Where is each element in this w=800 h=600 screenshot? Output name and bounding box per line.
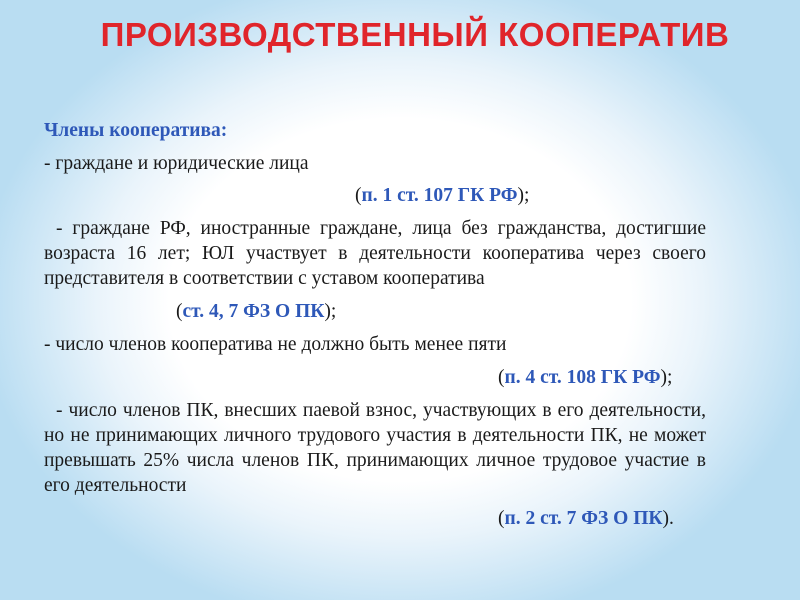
item-3-reference: (п. 4 ст. 108 ГК РФ); <box>498 367 673 388</box>
item-4-text: - число членов ПК, внесших паевой взнос, участвующих в его деятельности, но не принимающих личного трудового участия в деятельности ПК, не может превышать 25% числа членов ПК, принимающих личное трудовое участие в его деятельности <box>44 400 706 496</box>
item-2-text: - граждане РФ, иностранные граждане, лица без гражданства, достигшие возраста 16 лет; ЮЛ участвует в деятельности кооператива через своего представителя в соответствии с уставом кооператива <box>44 218 706 289</box>
item-1-text: - граждане и юридические лица <box>44 153 309 174</box>
item-3-text: - число членов кооператива не должно быть менее пяти <box>44 334 507 355</box>
item-4-reference: (п. 2 ст. 7 ФЗ О ПК). <box>498 508 674 529</box>
slide-title: ПРОИЗВОДСТВЕННЫЙ КООПЕРАТИВ <box>100 16 730 53</box>
item-1-reference: (п. 1 ст. 107 ГК РФ); <box>355 185 530 206</box>
item-2-reference: (ст. 4, 7 ФЗ О ПК); <box>176 301 337 322</box>
members-heading: Члены кооператива: <box>44 120 228 141</box>
slide-content <box>44 118 706 531</box>
